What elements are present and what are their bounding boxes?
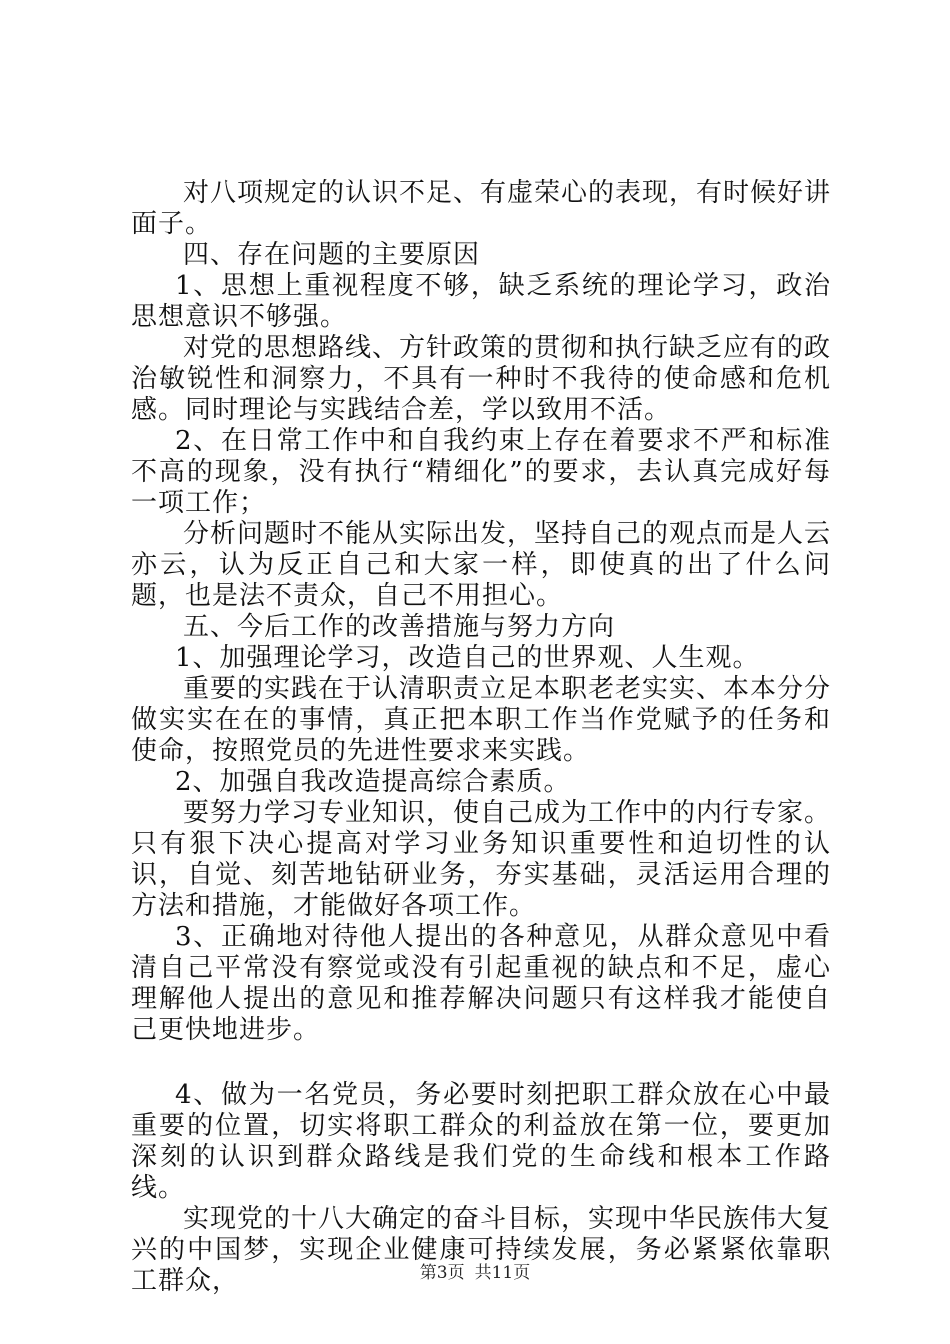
paragraph-4: 对党的思想路线、方针政策的贯彻和执行缺乏应有的政治敏锐性和洞察力，不具有一种时不我待的使命感和危机感。同时理论与实践结合差，学以致用不活。	[131, 333, 832, 425]
paragraph-14: 实现党的十八大确定的奋斗目标，实现中华民族伟大复兴的中国梦，实现企业健康可持续发展，务必紧紧依靠职工群众，	[131, 1204, 832, 1296]
paragraph-1: 对八项规定的认识不足、有虚荣心的表现，有时候好讲面子。	[131, 178, 832, 239]
paragraph-12: 3、正确地对待他人提出的各种意见，从群众意见中看清自己平常没有察觉或没有引起重视的缺点和不足，虚心理解他人提出的意见和推荐解决问题只有这样我才能使自己更快地进步。	[131, 922, 831, 1045]
paragraph-8: 1、加强理论学习，改造自己的世界观、人生观。	[175, 643, 760, 673]
page-footer	[0, 1262, 950, 1284]
paragraph-6: 分析问题时不能从实际出发，坚持自己的观点而是人云亦云，认为反正自己和大家一样，即使真的出了什么问题，也是法不责众，自己不用担心。	[131, 519, 832, 611]
paragraph-11: 要努力学习专业知识，使自己成为工作中的内行专家。只有狠下决心提高对学习业务知识重要性和迫切性的认识，自觉、刻苦地钻研业务，夯实基础，灵活运用合理的方法和措施，才能做好各项工作。	[131, 798, 832, 921]
paragraph-5: 2、在日常工作中和自我约束上存在着要求不严和标准不高的现象，没有执行“精细化”的要求，去认真完成好每一项工作；	[131, 426, 831, 518]
paragraph-10: 2、加强自我改造提高综合素质。	[175, 767, 571, 797]
section-heading-4: 四、存在问题的主要原因	[183, 240, 481, 270]
page-number: 第3页	[419, 1263, 465, 1283]
total-pages: 共11页	[474, 1263, 531, 1283]
paragraph-3: 1、思想上重视程度不够，缺乏系统的理论学习，政治思想意识不够强。	[131, 271, 831, 332]
document-body	[131, 178, 831, 1297]
paragraph-13: 4、做为一名党员，务必要时刻把职工群众放在心中最重要的位置，切实将职工群众的利益放在第一位，要更加深刻的认识到群众路线是我们党的生命线和根本工作路线。	[131, 1080, 831, 1203]
paragraph-9: 重要的实践在于认清职责立足本职老老实实、本本分分做实实在在的事情，真正把本职工作当作党赋予的任务和使命，按照党员的先进性要求来实践。	[131, 674, 832, 766]
section-heading-5: 五、今后工作的改善措施与努力方向	[183, 612, 616, 642]
